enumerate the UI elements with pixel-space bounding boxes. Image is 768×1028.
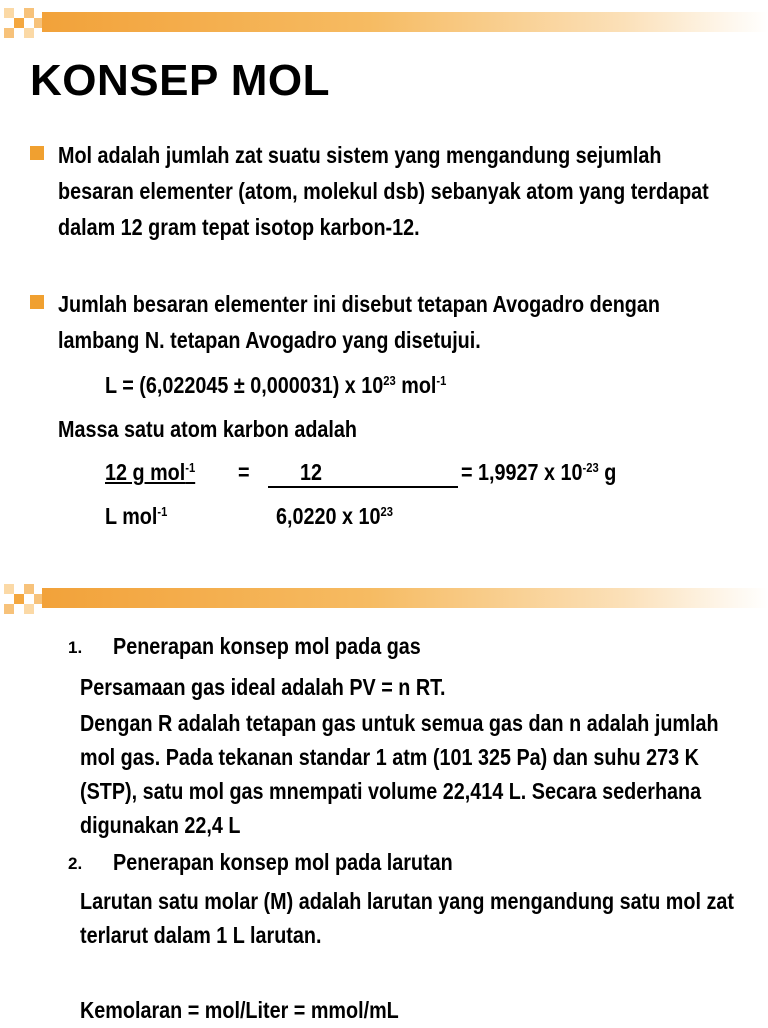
decor-square [4, 8, 14, 18]
bullet-text-definition: Mol adalah jumlah zat suatu sistem yang mengandung sejumlah besaran elementer (atom, molekul dsb) sebanyak atom yang terdapat dalam 12 gram tepat isotop karbon-12. [58, 142, 709, 240]
header-band [0, 8, 768, 36]
decor-square [14, 18, 24, 28]
fraction-denominator-left: L mol$^{-1}$ [105, 503, 168, 529]
decor-square [24, 604, 34, 614]
header-band [0, 584, 768, 612]
decor-square [24, 8, 34, 18]
slide-penerapan [0, 576, 768, 1024]
slide-title: KONSEP MOL [30, 56, 331, 105]
avogadro-equation: L = (6,022045 ± 0,000031) x $10^{23}$ mol$^{-1}$ [105, 372, 447, 398]
fraction-numerator-left: 12 g mol$^{-1}$ [105, 459, 196, 485]
decor-square [4, 584, 14, 594]
list-number: 2. [68, 854, 83, 873]
ideal-gas-equation: Persamaan gas ideal adalah PV = n RT. [80, 674, 446, 700]
decor-square [24, 28, 34, 38]
bullet-text-avogadro: Jumlah besaran elementer ini disebut tetapan Avogadro dengan lambang N. tetapan Avogadro yang disetujui. [58, 291, 660, 353]
item-title-larutan: Penerapan konsep mol pada larutan [113, 849, 453, 875]
header-bar [42, 12, 768, 32]
bullet-icon [30, 295, 44, 309]
decor-square [4, 28, 14, 38]
decor-square [4, 604, 14, 614]
item-title-gas: Penerapan konsep mol pada gas [113, 633, 421, 659]
decor-square [14, 594, 24, 604]
bullet-icon [30, 146, 44, 160]
larutan-explanation: Larutan satu molar (M) adalah larutan yang mengandung satu mol zat terlarut dalam 1 L larutan. [80, 888, 734, 948]
fraction-bar [268, 486, 458, 488]
fraction-denominator-right: 6,0220 x $10^{23}$ [276, 503, 393, 529]
header-bar [42, 588, 768, 608]
fraction-numerator-right: 12 [300, 459, 323, 485]
decor-square [24, 584, 34, 594]
fraction-result: = 1,9927 x $10^{-23}$ g [461, 459, 617, 485]
gas-explanation: Dengan R adalah tetapan gas untuk semua gas dan n adalah jumlah mol gas. Pada tekanan standar 1 atm (101 325 Pa) dan suhu 273 K (STP), satu mol gas mnempati volume 22,414 L. Secara sederhana digunakan 22,4 L [80, 710, 719, 838]
fraction-equals: = [238, 459, 250, 485]
massa-karbon-line: Massa satu atom karbon adalah [58, 416, 358, 442]
kemolaran-formula: Kemolaran = mol/Liter = mmol/mL [80, 997, 399, 1023]
list-number: 1. [68, 638, 83, 657]
